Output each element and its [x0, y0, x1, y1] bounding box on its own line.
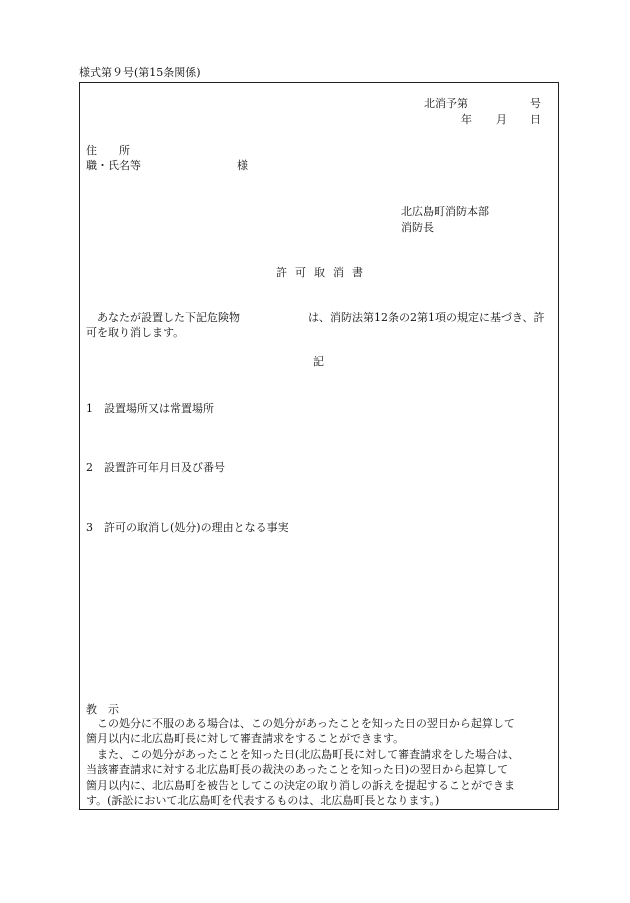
item-1-label: 設置場所又は常置場所 — [104, 402, 214, 415]
issuer-title: 消防長 — [401, 221, 434, 234]
document-number-suffix: 号 — [530, 97, 541, 110]
date-year: 年 — [461, 113, 472, 126]
notice-line-6: す。(訴訟において北広島町を代表するものは、北広島町長となります。) — [86, 794, 440, 807]
notice-line-5: 箇月以内に、北広島町を被告としてこの決定の取り消しの訴えを提起することができま — [86, 779, 515, 792]
notice-line-1: この処分に不服のある場合は、この処分があったことを知った日の翌日から起算して — [86, 717, 515, 730]
date-day: 日 — [530, 113, 541, 126]
form-number: 様式第９号(第15条関係) — [79, 66, 201, 79]
date-month: 月 — [496, 113, 507, 126]
issuer-organization: 北広島町消防本部 — [401, 205, 489, 218]
notice-line-3: また、この処分があったことを知った日(北広島町長に対して審査請求をした場合は、 — [86, 748, 520, 761]
document-title: 許可取消書 — [276, 266, 371, 279]
item-1-number: 1 — [86, 402, 93, 415]
honorific-sama: 様 — [237, 159, 248, 172]
notice-line-2: 箇月以内に北広島町長に対して審査請求をすることができます。 — [86, 732, 405, 745]
item-2-label: 設置許可年月日及び番号 — [104, 461, 225, 474]
notice-line-4: 当該審査請求に対する北広島町長の裁決のあったことを知った日)の翌日から起算して — [86, 763, 509, 776]
item-3-number: 3 — [86, 521, 93, 534]
ki-heading: 記 — [313, 355, 324, 368]
form-frame — [79, 82, 559, 810]
address-label: 住 所 — [86, 144, 130, 157]
body-text-line2: 可を取り消します。 — [86, 326, 185, 339]
notice-heading: 教 示 — [86, 703, 119, 716]
name-label: 職・氏名等 — [86, 159, 141, 172]
item-2-number: 2 — [86, 461, 93, 474]
document-number-prefix: 北消予第 — [424, 97, 468, 110]
body-text-line1-part2: は、消防法第12条の2第1項の規定に基づき、許 — [308, 311, 545, 324]
item-3-label: 許可の取消し(処分)の理由となる事実 — [104, 521, 289, 534]
body-text-line1-part1: あなたが設置した下記危険物 — [97, 311, 240, 324]
